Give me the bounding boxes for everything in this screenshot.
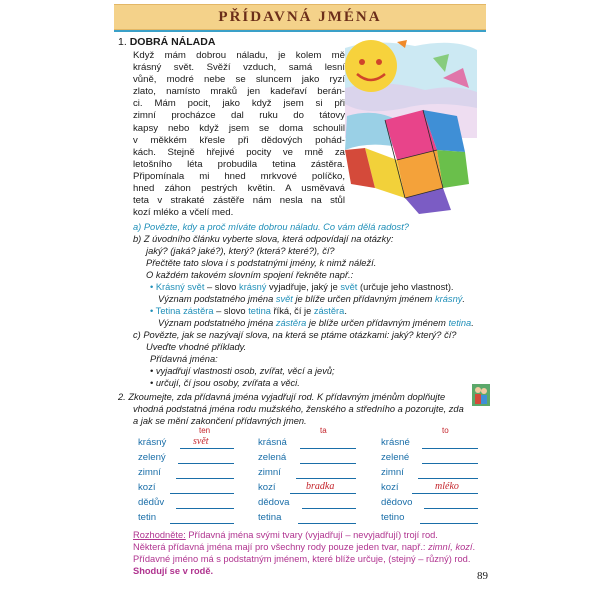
- blank-line[interactable]: [176, 508, 234, 509]
- adjective-masc: krásný: [138, 437, 167, 448]
- example-adjective: tetina: [448, 318, 472, 328]
- blank-line[interactable]: [296, 478, 356, 479]
- adjective-masc: tetin: [138, 512, 157, 523]
- story-line: kozí mléko a včelí med.: [133, 207, 234, 219]
- story-line: letošního léta probudila tetina zástěra.: [133, 158, 345, 170]
- example-text: (určuje jeho vlastnost).: [357, 282, 454, 292]
- blank-line[interactable]: [176, 478, 234, 479]
- question-b-text: b) Z úvodního článku vyberte slova, která odpovídají na otázky:: [133, 234, 394, 244]
- blank-line[interactable]: [302, 508, 356, 509]
- question-b-line2: [146, 246, 335, 258]
- question-c-text: • určují, čí jsou osoby, zvířata a věci.: [150, 378, 300, 388]
- note-decide-label: Rozhodněte:: [133, 530, 186, 540]
- sun-icon: [345, 40, 397, 92]
- adjective-neut: zimní: [381, 467, 404, 478]
- gender-label-feminine: ta: [320, 426, 327, 435]
- question-c-line4: [150, 366, 335, 378]
- question-b-line1: [133, 234, 393, 246]
- example-text: – slovo: [204, 282, 240, 292]
- children-icon: [472, 384, 490, 406]
- note-examples: zimní, kozí: [428, 542, 473, 552]
- note-line-3: [133, 554, 470, 566]
- note-text: Některá přídavná jména mají pro všechny rody pouze jeden tvar, např.:: [133, 542, 429, 552]
- blank-line[interactable]: [422, 463, 478, 464]
- example-adjective: krásný: [239, 282, 267, 292]
- example-text: Význam podstatného jména: [158, 294, 276, 304]
- question-a-text: a) Povězte, kdy a proč míváte dobrou náladu. Co vám dělá radost?: [133, 222, 409, 232]
- example-bullet-1-line2: [158, 294, 465, 306]
- example-noun: zástěra: [313, 306, 345, 316]
- blank-line[interactable]: [424, 508, 478, 509]
- example-text: .: [462, 294, 465, 304]
- example-text: Význam podstatného jména: [158, 318, 276, 328]
- note-line-2: [133, 542, 475, 554]
- question-c-text: Přídavná jména:: [150, 354, 218, 364]
- adjective-masc: dědův: [138, 497, 165, 508]
- example-noun: svět: [340, 282, 358, 292]
- note-line-4: [133, 566, 213, 578]
- blank-line[interactable]: [298, 523, 356, 524]
- question-b-text: Přečtěte tato slova i s podstatnými jmény, k nimž náleží.: [146, 258, 377, 268]
- note-text: Přídavné jméno má s podstatným jménem, které blíže určuje, (stejný – různý) rod.: [133, 554, 471, 564]
- question-c-line1: [133, 330, 456, 342]
- example-text: .: [344, 306, 347, 316]
- blank-line[interactable]: [170, 493, 234, 494]
- question-c-text: • vyjadřují vlastnosti osob, zvířat, věcí a jevů;: [150, 366, 335, 376]
- gender-label-neuter: to: [442, 426, 449, 435]
- adjective-fem: kozí: [258, 482, 276, 493]
- note-text: .: [472, 542, 476, 552]
- example-text: .: [471, 318, 474, 328]
- bullet-icon: •: [150, 282, 156, 292]
- adjective-neut: kozí: [381, 482, 399, 493]
- example-fill-masc: svět: [193, 436, 209, 447]
- adjective-masc: zelený: [138, 452, 166, 463]
- section2-intro-line: a jak se mění zakončení přídavných jmen.: [133, 416, 307, 426]
- blank-line[interactable]: [170, 523, 234, 524]
- question-c-line2: [146, 342, 246, 354]
- blank-line[interactable]: [300, 463, 356, 464]
- blank-line[interactable]: [420, 523, 478, 524]
- story-line: v měkkém křesle při dědových pohád-: [133, 134, 345, 146]
- blank-line[interactable]: [178, 463, 234, 464]
- example-bullet-1: [150, 282, 454, 294]
- question-c-line3: [150, 354, 218, 366]
- gender-label-masculine: ten: [199, 426, 211, 435]
- story-line: kách. Stejně hřejivé pocity ve mně za: [133, 146, 345, 158]
- story-line: krásný svět. Svěží vzduch, samá lesní: [133, 62, 345, 74]
- section1-number: 1.: [118, 36, 127, 48]
- adjective-neut: krásné: [381, 437, 410, 448]
- example-fill-fem: bradka: [306, 481, 335, 492]
- blank-line[interactable]: [300, 448, 356, 449]
- example-text: je blíže určen přídavným jménem: [306, 318, 449, 328]
- blank-line[interactable]: [180, 448, 234, 449]
- example-text: říká, čí je: [270, 306, 314, 316]
- story-line: vůně, modré nebe se sluncem jako ryzí: [133, 74, 345, 86]
- section2-number: 2.: [118, 392, 126, 402]
- story-line: hned záhon pestrých květin. A usměvavá: [133, 183, 345, 195]
- section1-heading: [118, 36, 215, 48]
- adjective-neut: tetino: [381, 512, 405, 523]
- section1-title: DOBRÁ NÁLADA: [129, 36, 216, 48]
- story-line: kapsy nebo když jsem se doma schoulil: [133, 122, 345, 134]
- story-line: Když mám dobrou náladu, je kolem mě: [133, 50, 345, 61]
- adjective-masc: kozí: [138, 482, 156, 493]
- example-fill-neut: mléko: [435, 481, 459, 492]
- bullet-icon: •: [150, 306, 156, 316]
- note-conclusion: Shodují se v rodě.: [133, 566, 214, 576]
- story-line: zlato, namísto mraků jen kadeřaví berán-: [133, 86, 345, 98]
- story-line: Připomínala mi hned mrkvové políčko,: [133, 170, 345, 182]
- story-line: zimní procházce dal ruku do tátovy: [133, 110, 345, 122]
- example-bullet-2-line2: [158, 318, 474, 330]
- example-phrase: Krásný svět: [155, 282, 205, 292]
- question-c-text: c) Povězte, jak se nazývají slova, na která se ptáme otázkami: jaký? který? čí?: [133, 330, 457, 340]
- example-text: vyjadřuje, jaký je: [266, 282, 341, 292]
- sun-and-apron-illustration: [345, 38, 477, 214]
- note-text: Přídavná jména svými tvary (vyjadřují – nevyjadřují) trojí rod.: [185, 530, 438, 540]
- section2-intro-line: vhodná podstatná jména rodu mužského, ženského a středního a pozorujte, zda: [133, 404, 464, 414]
- example-adjective: krásný: [435, 294, 463, 304]
- question-c-text: Uveďte vhodné příklady.: [146, 342, 247, 352]
- title-underline: [114, 30, 486, 32]
- question-a: [133, 222, 409, 234]
- adjective-masc: zimní: [138, 467, 161, 478]
- example-phrase: Tetina zástěra: [155, 306, 214, 316]
- note-line-1: [133, 530, 438, 542]
- section2-intro-line: Zkoumejte, zda přídavná jména vyjadřují rod. K přídavným jménům doplňujte: [128, 392, 446, 402]
- adjective-neut: dědovo: [381, 497, 413, 508]
- blank-line[interactable]: [422, 448, 478, 449]
- blank-line[interactable]: [418, 478, 478, 479]
- title-band: [114, 4, 486, 30]
- page-number: 89: [477, 570, 488, 582]
- story-line: ci. Mám pocit, jako když jsem si při: [133, 98, 345, 110]
- example-noun: svět: [275, 294, 293, 304]
- question-b-text: jaký? (jaká? jaké?), který? (která? které?), čí?: [146, 246, 335, 256]
- adjective-fem: zelená: [258, 452, 287, 463]
- example-adjective: tetina: [248, 306, 271, 316]
- adjective-fem: tetina: [258, 512, 282, 523]
- page-title: PŘÍDAVNÁ JMÉNA: [218, 8, 382, 25]
- adjective-neut: zelené: [381, 452, 410, 463]
- adjective-fem: krásná: [258, 437, 287, 448]
- question-c-line5: [150, 378, 300, 390]
- example-noun: zástěra: [275, 318, 307, 328]
- adjective-fem: dědova: [258, 497, 290, 508]
- blank-line[interactable]: [412, 493, 478, 494]
- example-bullet-2: [150, 306, 347, 318]
- adjective-fem: zimní: [258, 467, 281, 478]
- blank-line[interactable]: [290, 493, 356, 494]
- question-b-line4: [146, 270, 353, 282]
- example-text: – slovo: [213, 306, 249, 316]
- story-text: [133, 50, 345, 219]
- question-b-line3: [146, 258, 376, 270]
- example-text: je blíže určen přídavným jménem: [292, 294, 436, 304]
- question-b-text: O každém takovém slovním spojení řekněte např.:: [146, 270, 354, 280]
- story-line: teta v strakaté zástěře nám nesla na stůl: [133, 195, 345, 207]
